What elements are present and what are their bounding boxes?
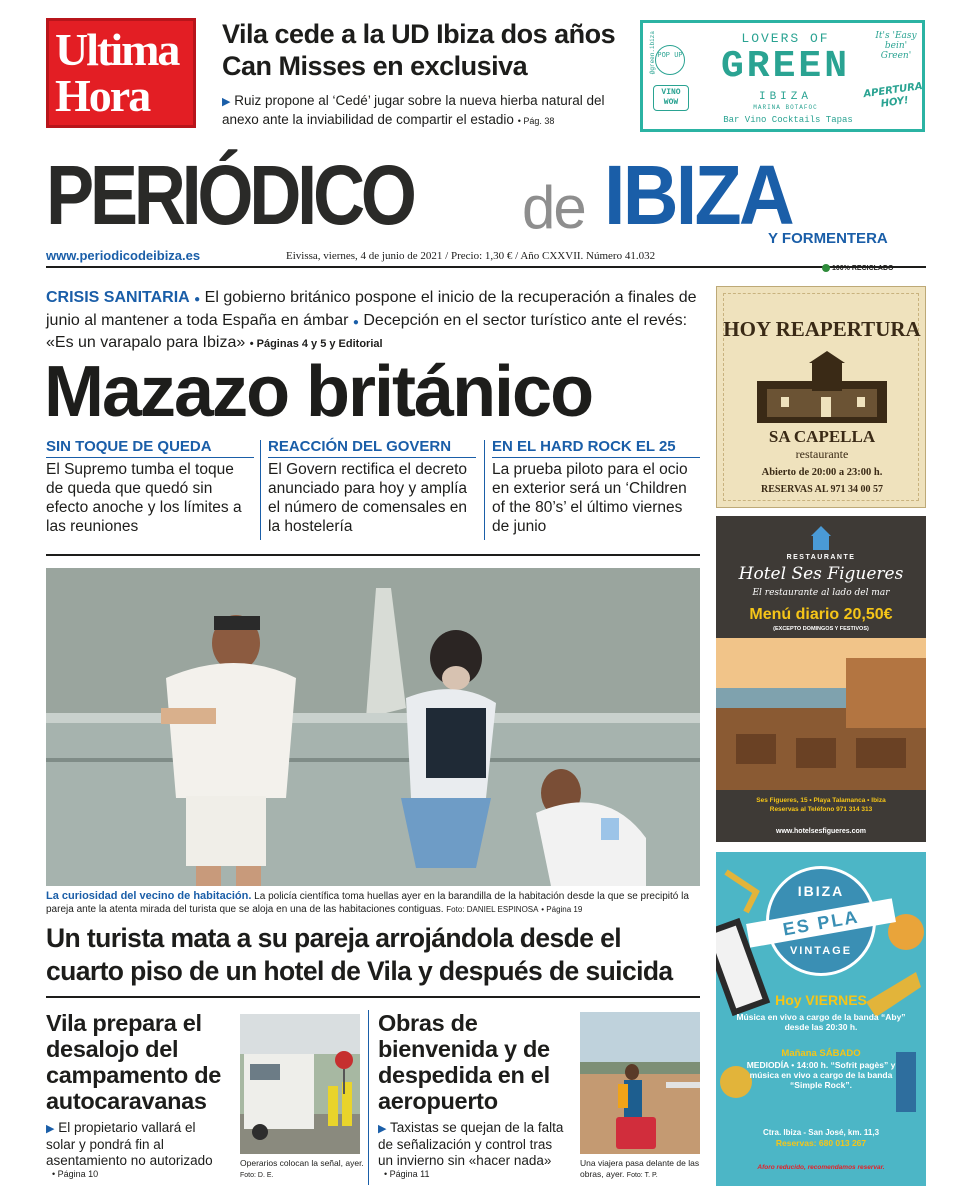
chapel-drawing-icon: [757, 351, 887, 423]
masthead-de: de: [522, 174, 585, 241]
restaurant-terrace-photo: [716, 638, 926, 790]
airport-illustration: [580, 1012, 700, 1154]
column-kicker: REACCIÓN DEL GOVERN: [268, 438, 476, 458]
ad-figueres-web[interactable]: www.hotelsesfigueres.com: [776, 828, 866, 835]
story-page-text: Página 11: [389, 1169, 430, 1179]
lead-kicker: CRISIS SANITARIA: [46, 289, 190, 306]
section-rule: [46, 554, 700, 556]
ad-capella-phone: RESERVAS AL 971 34 00 57: [761, 484, 883, 495]
campervan-caption: [240, 1158, 365, 1181]
ultima-hora-logo[interactable]: [46, 18, 196, 128]
story-deck-text: Taxistas se quejan de la falta de señalización y control tras un invierno sin «hacer nada»: [378, 1120, 564, 1168]
lead-deck-1: El gobierno británico pospone el inicio de la recuperación a finales de junio al mantener a toda España en ámbar: [46, 289, 697, 329]
story-headline: Obras de bienvenida y de despedida en el aeropuerto: [378, 1010, 550, 1114]
hotel-logo-icon: [811, 526, 831, 550]
recycled-badge: [822, 264, 893, 272]
story-deck: [46, 1120, 228, 1169]
column-text: El Govern rectifica el decreto anunciado para hoy y amplía el número de comensales en la hostelería: [268, 461, 468, 535]
top-page-ref: • Pág. 38: [517, 116, 555, 126]
ad-espla-mediodia: MEDIODÍA • 14:00 h. “Sofrit pagès” y música en vivo a cargo de la banda “Simple Rock”.: [746, 1060, 896, 1090]
ad-green-bar: Bar Vino Cocktails Tapas: [723, 115, 853, 125]
column-text: El Supremo tumba el toque de queda que quedó sin efecto anoche y los límites a las reuniones: [46, 461, 242, 535]
ad-figueres-menu: Menú diario 20,50€: [749, 606, 893, 623]
ad-figueres-phone: Reservas al Teléfono 971 314 313: [769, 806, 873, 813]
seal-bot: VINTAGE: [789, 945, 853, 957]
ad-ses-figueres[interactable]: [716, 516, 926, 842]
lead-deck: [46, 288, 700, 355]
lead-deck-2: Decepción en el sector turístico ante el revés: «Es un varapalo para Ibiza»: [46, 311, 688, 351]
ad-figueres-address: [716, 796, 926, 814]
triangle-bullet-icon: ▶: [46, 1123, 55, 1135]
ad-green-apertura: APERTURA HOY!: [862, 80, 924, 110]
ad-figueres-address-line: Ses Figueres, 15 • Playa Talamanca • Ibiza: [756, 797, 886, 804]
ad-green-title: GREEN: [720, 45, 851, 88]
ad-green-easy: It's 'Easy bein' Green': [875, 31, 917, 61]
logo-line-1: Ultima: [55, 24, 179, 75]
story-page-text: Página 10: [57, 1169, 99, 1179]
triangle-bullet-icon: ▶: [222, 96, 231, 108]
caption-text: La policía científica toma huellas ayer en la barandilla de la habitación desde la que se precipitó la pareja ante la atenta mirada del turista que se aloja en una de las habitaciones contiguas.: [46, 891, 689, 915]
ad-sa-capella[interactable]: [716, 286, 926, 508]
photo-caption: [46, 890, 700, 916]
seal-mid: ES PLA: [746, 898, 896, 947]
bullet-icon: ●: [194, 294, 201, 305]
ad-capella-name: SA CAPELLA: [768, 427, 876, 446]
campervan-illustration: [240, 1014, 360, 1154]
top-headline[interactable]: Vila cede a la UD Ibiza dos años Can Misses en exclusiva: [222, 19, 616, 81]
ad-espla-hoy: Hoy VIERNES: [775, 992, 867, 1008]
masthead-ibiza: IBIZA: [604, 148, 792, 242]
airport-works-photo[interactable]: [580, 1012, 700, 1154]
recycled-text: 100% RECICLADO: [832, 264, 894, 272]
ad-green-ibiza: IBIZA: [758, 91, 812, 103]
masthead[interactable]: [46, 148, 926, 247]
lead-column-3[interactable]: [492, 438, 700, 536]
campervan-credit: Foto: D. E.: [240, 1172, 274, 1179]
masthead-subtitle: Y FORMENTERA: [768, 230, 888, 247]
ad-espla-aforo: Aforo reducido, recomendamos reservar.: [757, 1164, 885, 1171]
recycle-icon: [822, 264, 830, 272]
story-page: • Página 10: [52, 1169, 99, 1179]
caption-kicker: La curiosidad del vecino de habitación.: [46, 890, 252, 902]
section-rule: [46, 996, 700, 998]
story-headline: Vila prepara el desalojo del campamento de autocaravanas: [46, 1010, 222, 1114]
bullet-icon: ●: [352, 316, 359, 328]
story-autocaravanas[interactable]: [46, 1010, 228, 1179]
story-deck: [378, 1120, 570, 1169]
ad-figueres-label: RESTAURANTE: [786, 554, 856, 561]
ad-figueres-except: (EXCEPTO DOMINGOS Y FESTIVOS): [773, 626, 869, 632]
ad-green-marina: MARINA BOTAFOC: [753, 104, 818, 111]
lead-column-1[interactable]: [46, 438, 254, 536]
lead-pages: • Páginas 4 y 5 y Editorial: [249, 338, 383, 350]
triangle-bullet-icon: ▶: [378, 1123, 387, 1135]
ad-capella-subtitle: restaurante: [795, 447, 849, 461]
ad-capella-hours: Abierto de 20:00 a 23:00 h.: [761, 467, 883, 478]
masthead-periodico: PERIÓDICO: [46, 148, 413, 242]
second-headline[interactable]: Un turista mata a su pareja arrojándola desde el cuarto piso de un hotel de Vila y después de suicida: [46, 923, 673, 986]
airport-credit: Foto: T. P.: [626, 1172, 658, 1179]
column-divider: [260, 440, 261, 540]
ad-espla-address: Ctra. Ibiza - San José, km. 11,3: [762, 1128, 880, 1137]
ad-green-vino-badge: VINO WOW: [653, 85, 689, 111]
ad-green-handle: @green.ibiza: [649, 31, 656, 75]
lead-headline[interactable]: Mazazo británico: [44, 352, 593, 432]
ad-lovers-of-green[interactable]: [640, 20, 925, 132]
airport-caption-text: Una viajera pasa delante de las obras, ayer.: [580, 1158, 700, 1179]
airport-caption: [580, 1158, 702, 1181]
top-deck-text: Ruiz propone al ‘Cedé’ jugar sobre la nueva hierba natural del anexo ante la inviabilidad de compartir el estadio: [222, 93, 605, 127]
column-divider: [484, 440, 485, 540]
seal-top: IBIZA: [797, 883, 845, 899]
lead-column-2[interactable]: [268, 438, 476, 536]
top-deck: [222, 92, 627, 130]
ad-green-lovers: LOVERS OF: [741, 31, 830, 46]
logo-line-2: Hora: [55, 70, 150, 121]
column-divider: [368, 1010, 369, 1185]
ad-figueres-tagline: El restaurante al lado del mar: [752, 588, 890, 598]
ibiza-es-pla-seal: [766, 866, 876, 976]
ad-espla-reservas: Reservas: 680 013 267: [775, 1138, 867, 1148]
column-kicker: SIN TOQUE DE QUEDA: [46, 438, 254, 458]
story-page: • Página 11: [384, 1169, 430, 1179]
column-kicker: EN EL HARD ROCK EL 25: [492, 438, 700, 458]
photo-illustration: [46, 568, 700, 886]
campervan-photo[interactable]: [240, 1014, 360, 1154]
story-aeropuerto[interactable]: [378, 1010, 570, 1179]
ad-capella-title: HOY REAPERTURA: [723, 317, 921, 341]
website-link[interactable]: www.periodicodeibiza.es: [46, 248, 201, 263]
top-page-ref-text: Pág. 38: [523, 116, 555, 126]
lead-pages-text: Páginas 4 y 5 y Editorial: [256, 338, 383, 350]
campervan-caption-text: Operarios colocan la señal, ayer.: [240, 1158, 364, 1168]
story-deck-text: El propietario vallará el solar y pondrá fin al asentamiento no autorizado: [46, 1120, 213, 1168]
column-text: La prueba piloto para el ocio en exterior será un ‘Children of the 80’s’ el último viernes de junio: [492, 461, 688, 535]
caption-page-text: Página 19: [546, 905, 583, 914]
caption-credit: Foto: DANIEL ESPINOSA: [446, 905, 539, 914]
dateline-text: Eivissa, viernes, 4 de junio de 2021 / Precio: 1,30 € / Año CXXVII. Número 41.032: [286, 250, 656, 262]
ad-espla-manana: Mañana SÁBADO: [781, 1048, 861, 1059]
caption-page: • Página 19: [541, 905, 583, 914]
ad-green-popup-badge: POP UP: [655, 45, 685, 75]
ad-espla-musica: Música en vivo a cargo de la banda “Aby” desde las 20:30 h.: [736, 1012, 906, 1032]
dateline-bar: [46, 248, 926, 268]
hotel-balcony-photo[interactable]: [46, 568, 700, 886]
ad-figueres-name: Hotel Ses Figueres: [738, 564, 904, 584]
ad-es-pla-vintage[interactable]: [716, 852, 926, 1186]
